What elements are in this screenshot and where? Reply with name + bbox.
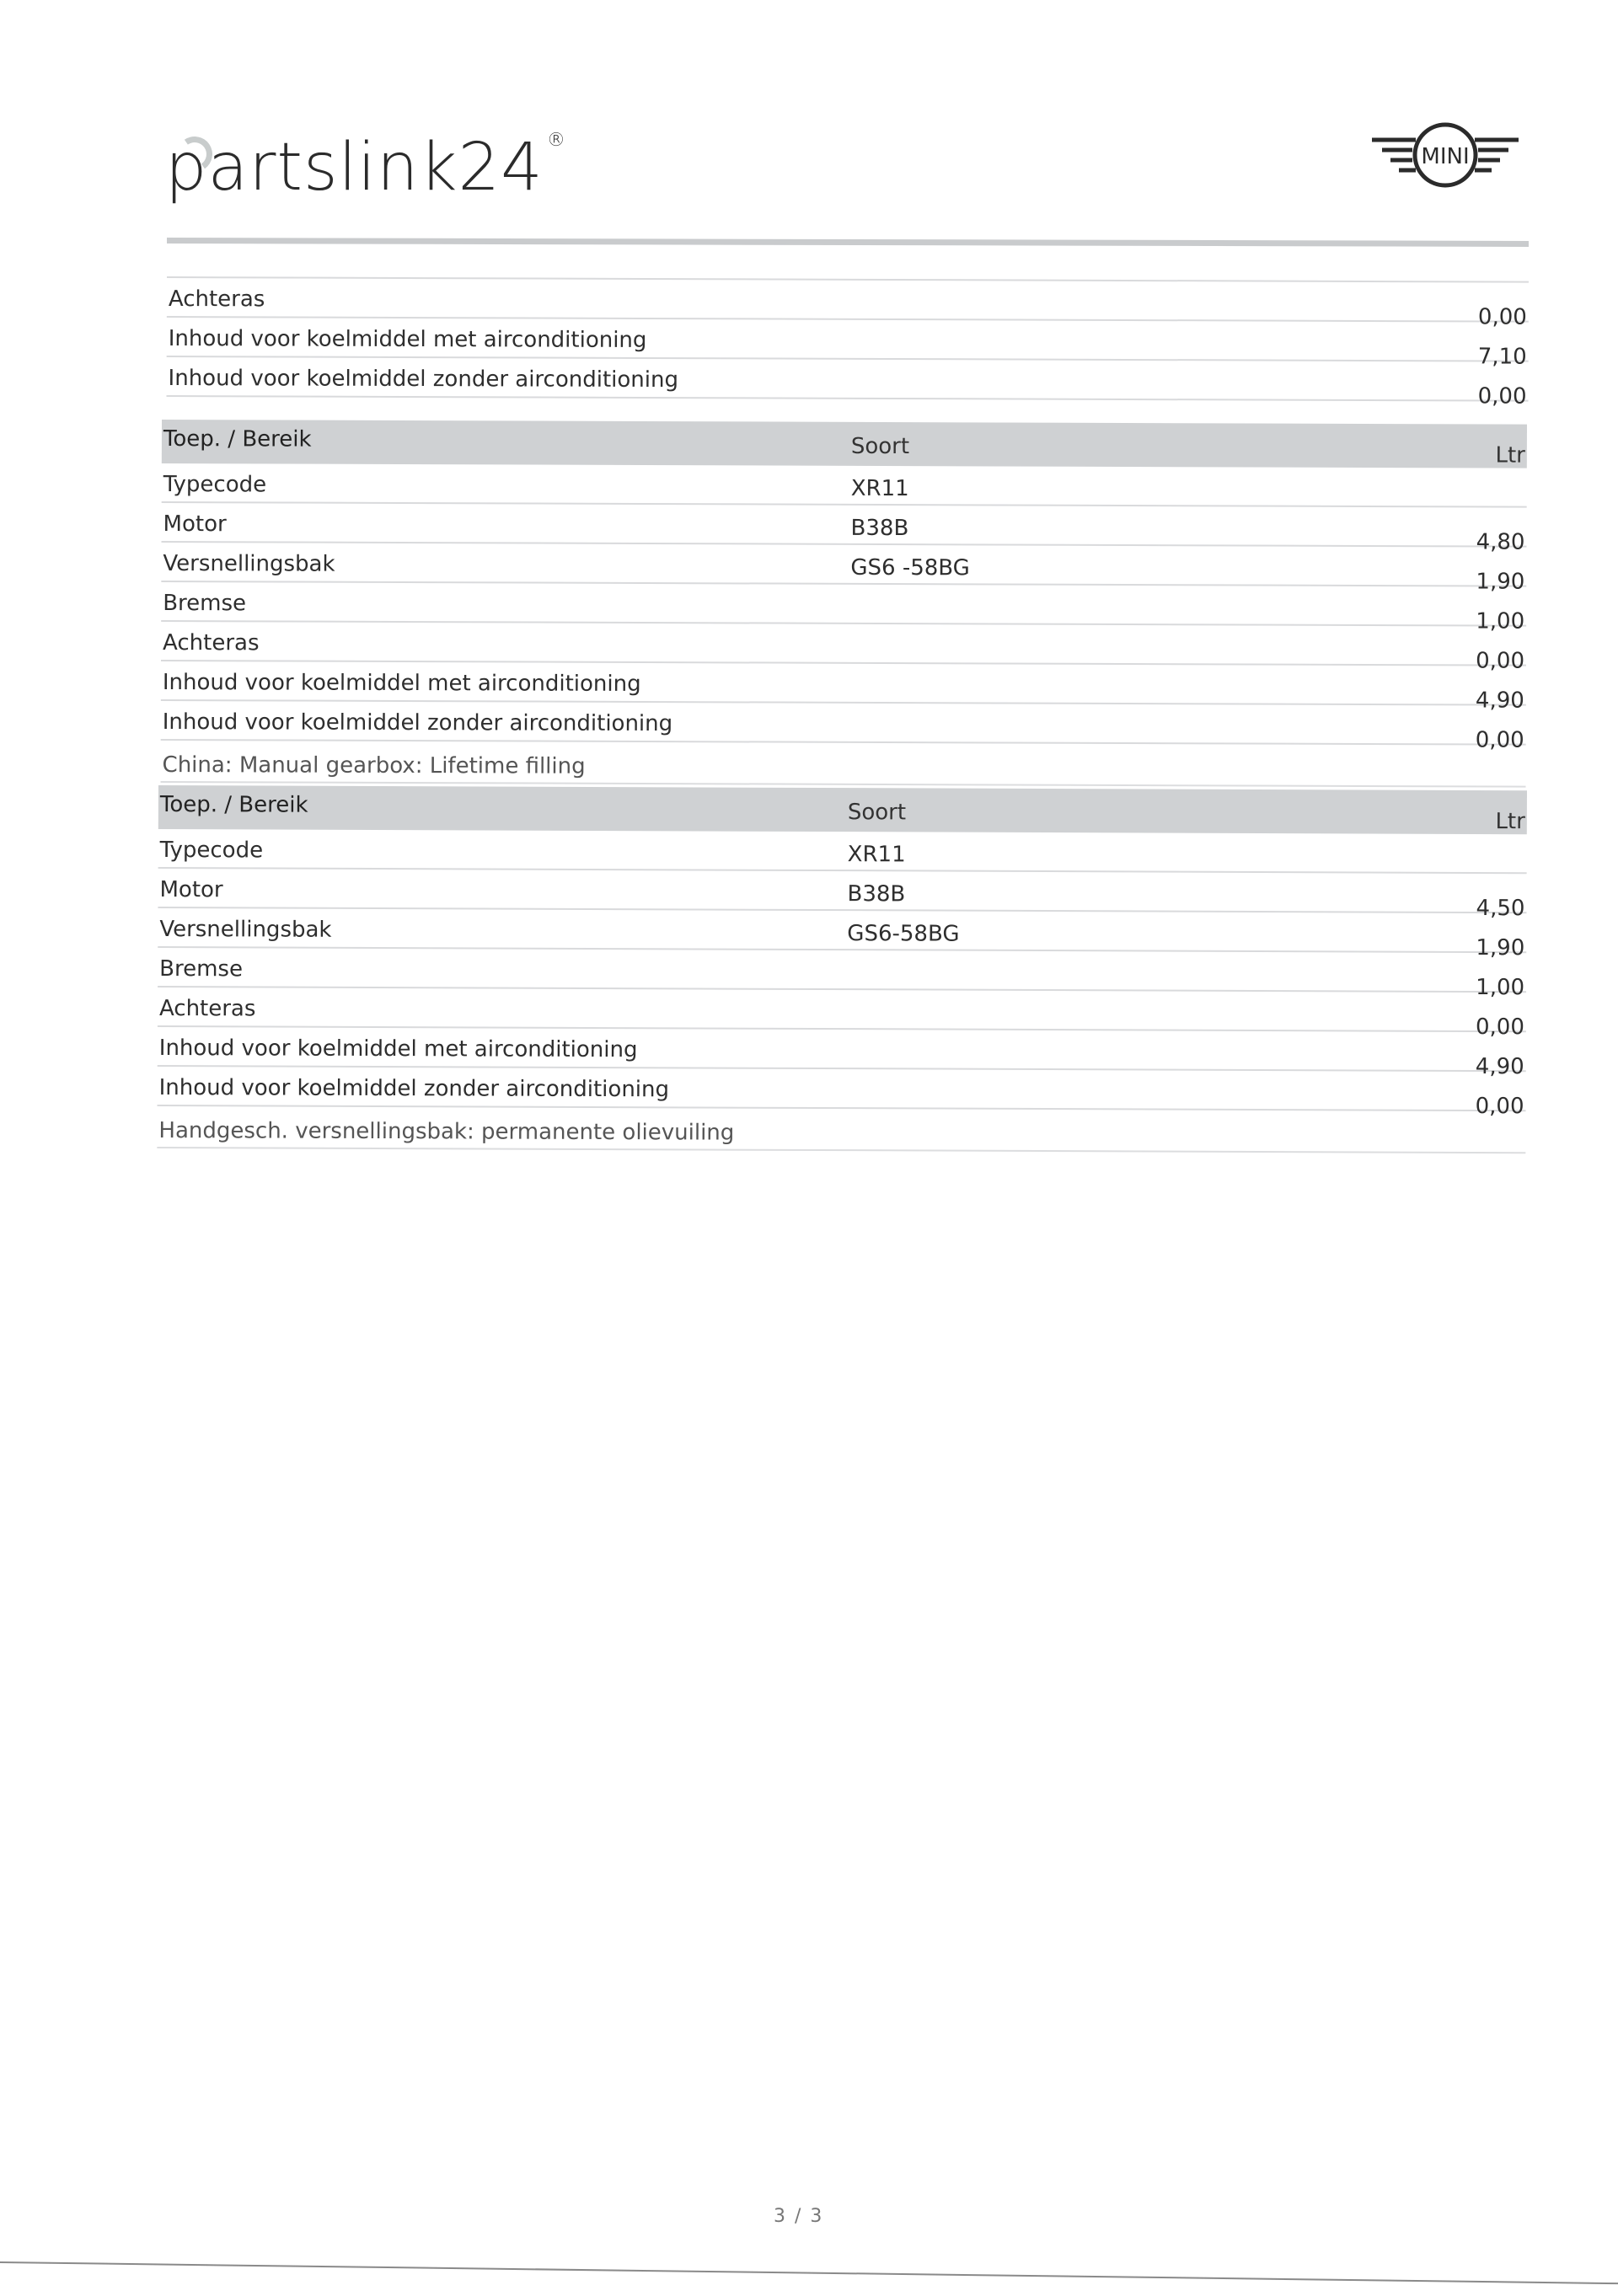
row-soort: GS6-58BG	[847, 921, 960, 947]
header-divider	[167, 238, 1529, 247]
row-soort: XR11	[850, 475, 909, 502]
table-row	[167, 318, 1529, 370]
row-value: 1,00	[1476, 608, 1525, 634]
row-label: Achteras	[163, 630, 260, 656]
row-label: Inhoud voor koelmiddel zonder airconditioning	[158, 1075, 670, 1103]
row-label: Achteras	[168, 286, 265, 313]
mini-logo-icon	[1367, 116, 1524, 192]
table-note	[157, 1106, 1525, 1153]
row-value: 0,00	[1476, 648, 1525, 674]
table-row	[167, 357, 1529, 409]
table-row	[161, 622, 1526, 674]
row-soort: B38B	[850, 515, 909, 542]
row-label: Inhoud voor koelmiddel zonder airconditioning	[162, 709, 673, 737]
table-row	[167, 278, 1529, 330]
table-row	[161, 582, 1526, 634]
row-value: 7,10	[1477, 344, 1527, 370]
table-row	[158, 948, 1526, 1001]
table-row	[162, 463, 1527, 508]
row-value: 4,90	[1475, 1054, 1524, 1080]
table-row	[161, 701, 1526, 753]
header-litres: Ltr	[1495, 809, 1525, 835]
row-label: Inhoud voor koelmiddel zonder airconditioning	[168, 366, 679, 393]
fluid-capacity-table-1	[160, 420, 1526, 788]
row-value: 0,00	[1475, 1014, 1524, 1041]
row-value: 0,00	[1477, 304, 1527, 330]
section-continuation	[167, 276, 1529, 409]
table-row	[161, 543, 1526, 595]
row-soort: GS6 -58BG	[850, 554, 970, 581]
row-value: 1,00	[1476, 975, 1525, 1001]
row-label: Typecode	[163, 472, 267, 498]
table-note	[160, 741, 1525, 788]
row-soort: B38B	[847, 881, 906, 907]
row-label: Achteras	[158, 996, 256, 1022]
brand-rest: artslink24	[207, 130, 544, 206]
row-label: Inhoud voor koelmiddel met airconditioning	[162, 670, 641, 697]
row-soort: XR11	[847, 842, 906, 868]
row-label: Versnellingsbak	[163, 551, 335, 577]
row-label: Versnellingsbak	[159, 917, 332, 943]
table-header	[162, 420, 1527, 468]
row-value: 1,90	[1476, 935, 1525, 961]
row-value: 1,90	[1476, 569, 1525, 595]
row-label: Inhoud voor koelmiddel met airconditioning	[158, 1036, 638, 1063]
scan-edge-line	[0, 2261, 1618, 2284]
row-label: Bremse	[163, 591, 247, 617]
row-label: Motor	[163, 511, 227, 538]
table-row	[158, 1027, 1526, 1080]
note-text: China: Manual gearbox: Lifetime filling	[162, 752, 586, 779]
table-row	[158, 987, 1526, 1041]
row-value: 4,50	[1476, 896, 1525, 922]
header-litres: Ltr	[1495, 442, 1525, 468]
row-value: 0,00	[1477, 383, 1527, 409]
registered-mark: ®	[546, 130, 566, 151]
fluid-capacity-table-2	[157, 785, 1527, 1153]
row-label: Inhoud voor koelmiddel met airconditioning	[168, 326, 647, 353]
table-row	[161, 661, 1526, 714]
brand-wordmark	[165, 130, 566, 206]
partslink24-logo	[165, 108, 566, 206]
table-header	[158, 785, 1527, 834]
header-application: Toep. / Bereik	[159, 792, 308, 818]
header-application: Toep. / Bereik	[163, 426, 312, 452]
table-row	[161, 503, 1526, 555]
header-type: Soort	[850, 433, 910, 460]
brand-first-letter	[165, 130, 208, 206]
table-row	[158, 1067, 1526, 1120]
table-row	[158, 829, 1527, 874]
mini-logo-text: MINI	[1421, 144, 1470, 169]
page-number: 3 / 3	[774, 2206, 824, 2227]
row-label: Motor	[159, 877, 223, 903]
row-label: Typecode	[159, 838, 264, 864]
table-row	[158, 908, 1526, 961]
header-type: Soort	[847, 800, 907, 826]
row-value: 4,80	[1476, 529, 1525, 555]
brand-p: p	[165, 130, 208, 206]
table-row	[158, 869, 1526, 922]
note-text: Handgesch. versnellingsbak: permanente olievuiling	[158, 1118, 735, 1146]
row-value: 0,00	[1475, 1094, 1524, 1120]
row-value: 0,00	[1475, 727, 1524, 753]
row-value: 4,90	[1475, 688, 1524, 714]
row-label: Bremse	[159, 956, 244, 982]
